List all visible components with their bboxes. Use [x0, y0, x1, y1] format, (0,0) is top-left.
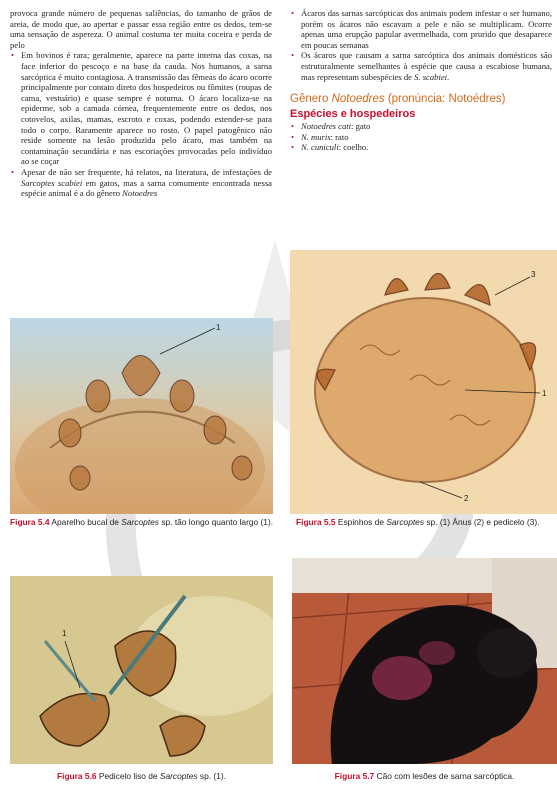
list-item: • N. cuniculi: coelho. [290, 142, 552, 153]
list-item [290, 50, 552, 82]
figure-5-7-caption: Figura 5.7 Cão com lesões de sarna sarcóptica. [334, 771, 515, 781]
right-text-column [290, 8, 552, 153]
marker-label: 1 [542, 389, 547, 398]
bullet-text: Ácaros das sarnas sarcópticas dos animais podem infestar o ser humano, porém os ácaros não escavam a pele e não se multiplicam. Ocorre apenas uma erupção papular avermelhada, com prurido que desaparece em poucas semanas [301, 8, 552, 50]
figure-5-4-image [10, 318, 273, 514]
list-item [10, 167, 272, 199]
bullet-text: Em bovinos é rara; geralmente, aparece na parte interna das coxas, na face inferior do pescoço e na base da cauda. Nos humanos, a sarna sarcóptica é muito contagiosa. A transmissão das fêmeas do ácaro ocorre principalmente por contato direto dos hospedeiros ou fômites (roupas de cama, vestuário) e quase sempre é noturna. O ácaro localiza-se na epiderme, sob a camada córnea, frequentemente entre os dedos, nos cotovelos, axilas, mamas, escroto e coxas, podendo estender-se para todo o corpo. Raramente aparece no rosto. O papel patogênico não reside somente na lesão produzida pelo ácaro, mas também na contaminação secundária e nas escoriações provocadas pelo indivíduo ao se coçar [21, 50, 272, 167]
marker-label: 1 [216, 323, 221, 332]
figure-5-5-image [290, 250, 557, 514]
marker-label: 3 [531, 270, 536, 279]
marker-label: 1 [62, 629, 67, 638]
bullet-text: Os ácaros que causam a sarna sarcóptica dos animais domésticos são estruturalmente semelhantes à espécie que causa a escabiose humana, mas representam subespécies de [301, 50, 552, 82]
list-item: • Notoedres cati: gato [290, 121, 552, 132]
figure-5-5-caption: Figura 5.5 Espinhos de Sarcoptes sp. (1) Ânus (2) e pedicelo (3). [296, 517, 540, 527]
list-item [10, 50, 272, 167]
figure-5-4-caption: Figura 5.4 Aparelho bucal de Sarcoptes sp. tão longo quanto largo (1). [10, 517, 274, 527]
figure-5-6-image [10, 576, 273, 764]
species-name: Sarcoptes scabiei [21, 177, 83, 188]
bullet-text: em gatos, mas a sarna comumente encontrada nessa espécie animal é a do gênero [21, 177, 272, 199]
left-bullet-list [10, 50, 272, 198]
marker-label: 2 [464, 494, 469, 503]
list-item: • N. muris: rato [290, 132, 552, 143]
intro-paragraph: provoca grande número de pequenas saliências, do tamanho de grãos de areia, de modo que, ao apertar e passar essa região entre os dedos, tem-se uma sensação de aspereza. O animal costuma ter muita coceira e perda de pelo [10, 8, 272, 50]
figure-5-6-caption: Figura 5.6 Pedicelo liso de Sarcoptes sp. (1). [57, 771, 226, 781]
species-name: S. scabiei [414, 71, 448, 82]
bullet-text: Apesar de não ser frequente, há relatos, na literatura, de infestações de [21, 166, 272, 177]
list-item [290, 8, 552, 50]
genus-name: Notoedres [122, 188, 158, 199]
species-list [290, 121, 552, 153]
left-text-column [10, 8, 272, 199]
subsection-title: Espécies e hospedeiros [290, 108, 416, 121]
bullet-text: . [447, 71, 450, 82]
right-bullet-list [290, 8, 552, 82]
section-title: Gênero Notoedres (pronúncia: Notoédres) [290, 93, 506, 106]
figure-5-7-image [292, 558, 557, 764]
